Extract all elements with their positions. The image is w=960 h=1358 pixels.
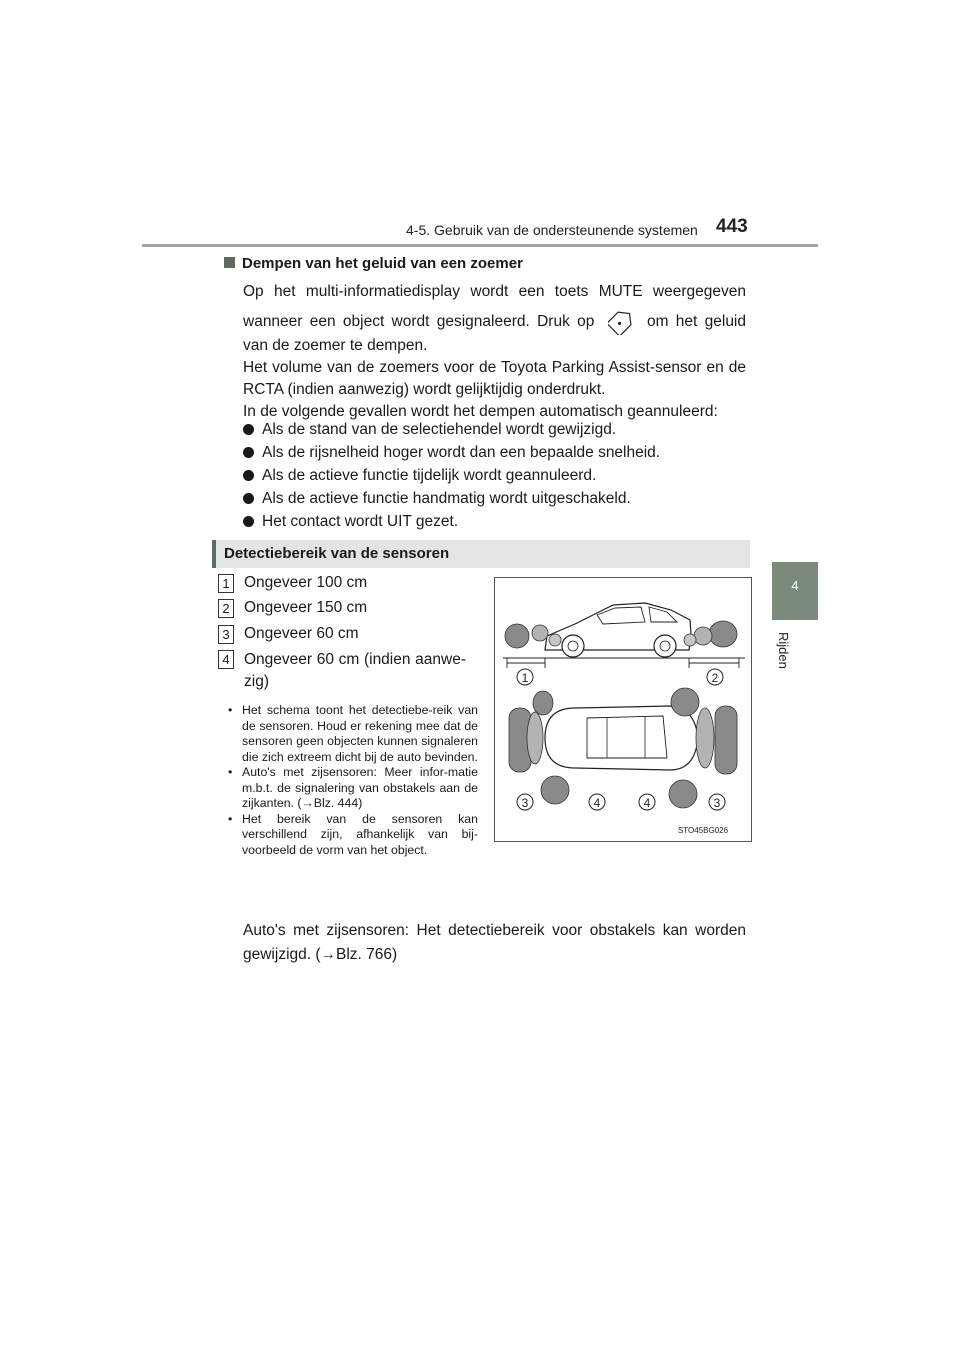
chapter-label: Rijden xyxy=(776,632,791,669)
list-item: Als de actieve functie tijdelijk wordt geannuleerd. xyxy=(243,464,746,487)
section-heading-text: Dempen van het geluid van een zoemer xyxy=(242,255,523,272)
figure-callout-label: 2 xyxy=(711,671,719,685)
rear-sensor-zones xyxy=(684,621,737,647)
bullet-icon xyxy=(243,516,254,527)
range-item-3: 3 Ongeveer 60 cm xyxy=(218,623,478,645)
callout-number: 3 xyxy=(218,625,234,644)
callout-2 xyxy=(707,669,723,685)
range-item-1: 1 Ongeveer 100 cm xyxy=(218,572,478,594)
callout-number: 2 xyxy=(218,599,234,618)
callout-number: 1 xyxy=(218,574,234,593)
figure-callout-label: 1 xyxy=(521,671,529,685)
mute-line-1: Op het multi-informatiedisplay wordt een toets MUTE weergegeven xyxy=(243,283,746,300)
list-item: Als de rijsnelheid hoger wordt dan een bepaalde snelheid. xyxy=(243,441,746,464)
callout-3-left xyxy=(517,794,533,810)
callout-3-right xyxy=(709,794,725,810)
note-item: • Het bereik van de sensoren kan verschillend zijn, afhankelijk van bij-voorbeeld de vorm van het object. xyxy=(228,811,478,857)
arrow-button-icon xyxy=(608,309,634,335)
figure-callout-label: 3 xyxy=(713,796,721,810)
range-item-2: 2 Ongeveer 150 cm xyxy=(218,597,478,619)
callout-number: 4 xyxy=(218,650,234,669)
range-item-4: 4 Ongeveer 60 cm (indien aanwe-zig) xyxy=(218,649,478,693)
side-sensor-paragraph: Auto's met zijsensoren: Het detectiebereik voor obstakels kan worden gewijzigd. (→Blz. 766) xyxy=(243,922,746,963)
dimension-arrows-side xyxy=(507,658,739,668)
square-bullet-icon xyxy=(224,257,235,268)
bullet-icon xyxy=(243,424,254,435)
note-item: • Auto's met zijsensoren: Meer infor-matie m.b.t. de signalering van obstakels aan de zijkanten. (→Blz. 444) xyxy=(228,765,478,810)
mute-paragraph xyxy=(243,281,746,423)
sensor-diagram xyxy=(495,578,751,841)
bullet-icon xyxy=(243,493,254,504)
section-heading-range: Detectiebereik van de sensoren xyxy=(224,545,450,562)
cancel-intro: In de volgende gevallen wordt het dempen automatisch geannuleerd: xyxy=(243,403,718,420)
notes-list xyxy=(228,703,478,858)
figure-callout-label: 4 xyxy=(593,796,601,810)
header-rule xyxy=(142,244,818,247)
list-item: Het contact wordt UIT gezet. xyxy=(243,510,746,533)
volume-paragraph: Het volume van de zoemers voor de Toyota Parking Assist-sensor en de RCTA (indien aanwezig) wordt gelijktijdig onderdrukt. xyxy=(243,359,746,398)
mute-line-3: van de zoemer te dempen. xyxy=(243,337,428,354)
list-item: Als de stand van de selectiehendel wordt gewijzigd. xyxy=(243,418,746,441)
mute-line-2-pre: wanneer een object wordt gesignaleerd. Druk op xyxy=(243,313,595,331)
figure-callout-label: 3 xyxy=(521,796,529,810)
mute-line-2 xyxy=(243,309,746,335)
note-item: • Het schema toont het detectiebe-reik van de sensoren. Houd er rekening mee dat de sensoren geen objecten kunnen signaleren die zich extreem dicht bij de auto bevinden. xyxy=(228,703,478,764)
figure-callout-label: 4 xyxy=(643,796,651,810)
section-heading-mute xyxy=(224,255,523,272)
sensor-range-figure xyxy=(494,577,752,842)
header-title: 4-5. Gebruik van de ondersteunende systemen xyxy=(406,222,698,238)
bullet-icon xyxy=(243,447,254,458)
section-band-accent xyxy=(212,540,216,568)
bullet-icon xyxy=(243,470,254,481)
car-top-view xyxy=(545,706,698,770)
mute-line-2-post: om het geluid xyxy=(646,313,746,331)
list-item: Als de actieve functie handmatig wordt uitgeschakeld. xyxy=(243,487,746,510)
cancel-conditions-list xyxy=(243,418,746,533)
front-sensor-zones xyxy=(505,624,561,648)
figure-code: STO45BG026 xyxy=(677,826,729,835)
page-number: 443 xyxy=(716,216,748,237)
callout-4-right xyxy=(639,794,655,810)
callout-1 xyxy=(517,669,533,685)
callout-4-left xyxy=(589,794,605,810)
chapter-tab: 4 xyxy=(772,562,818,620)
